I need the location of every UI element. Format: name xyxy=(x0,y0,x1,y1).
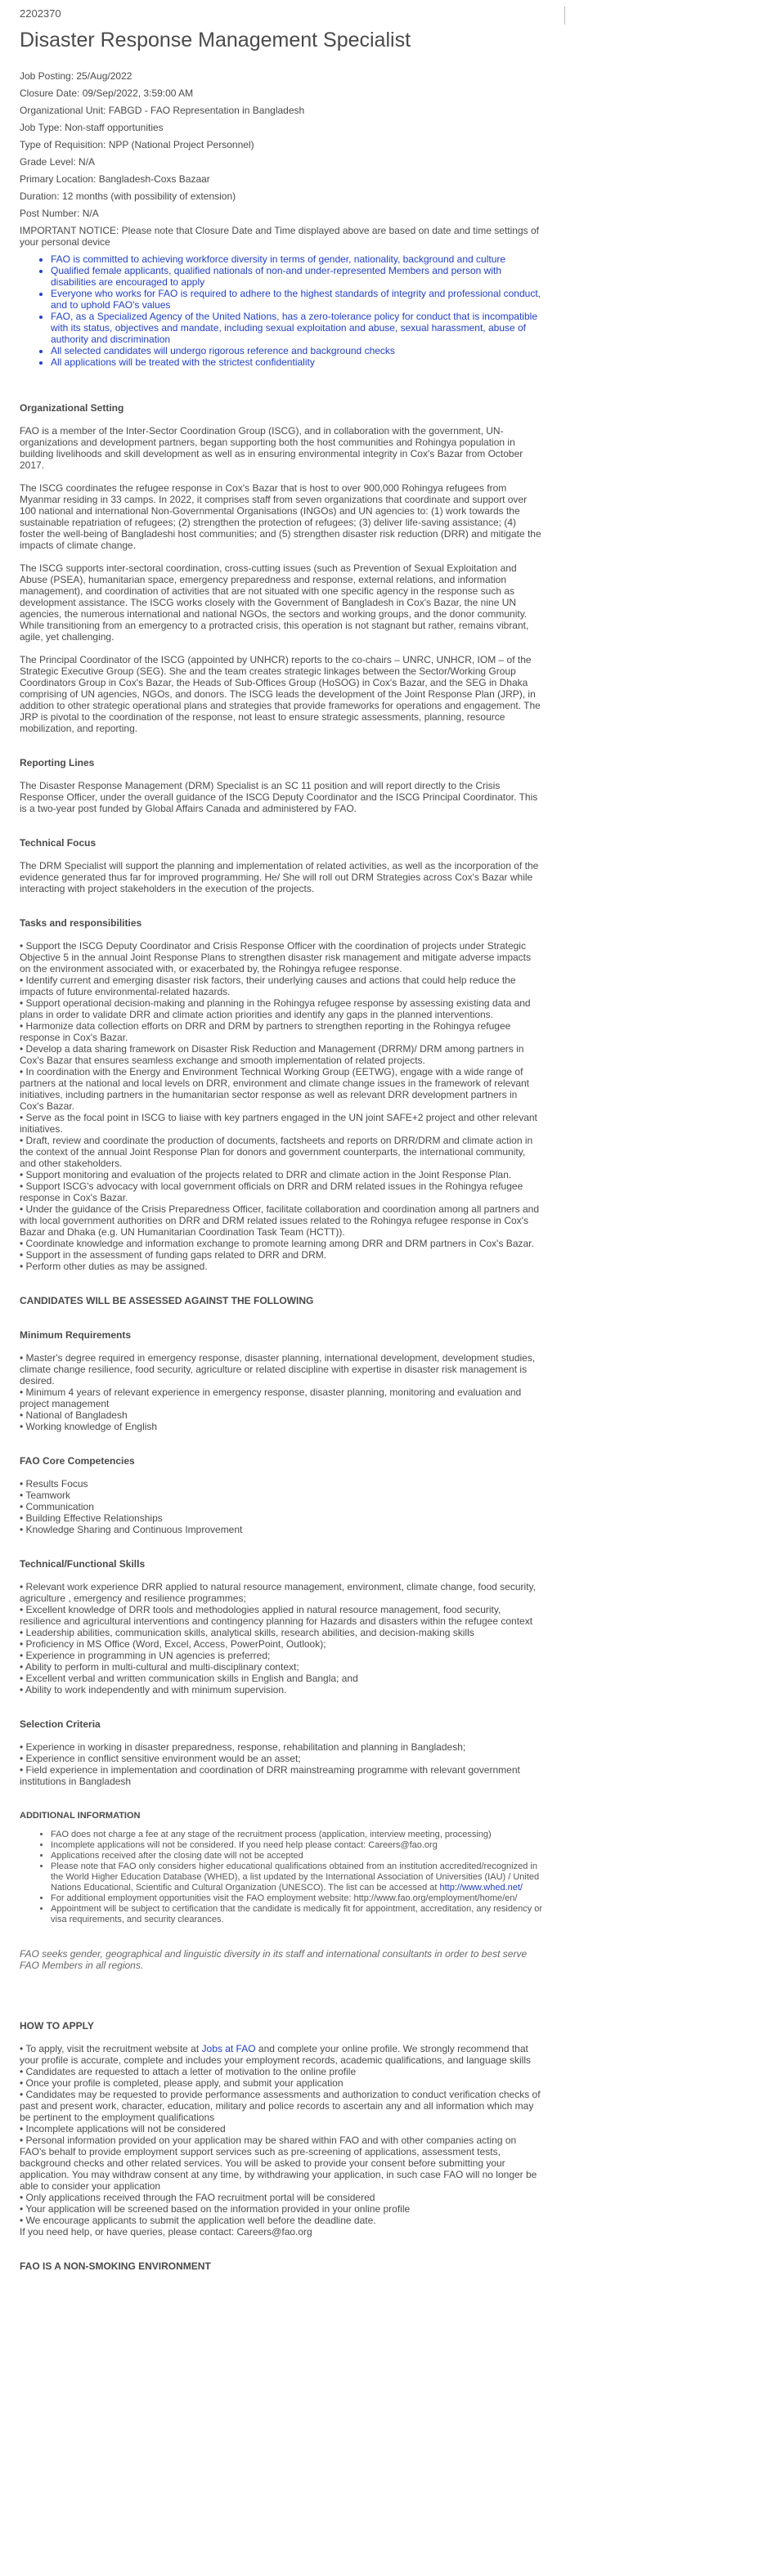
meta-grade-level: Grade Level: N/A xyxy=(20,156,96,168)
apply-line: • Personal information provided on your application may be shared within FAO and with other companies acting on FAO's behalf to provide employment support services such as pre-screening of applications, assessment tests, background checks and other related services. You will be asked to provide your consent before submitting your application. You may withdraw consent at any time, by withdrawing your application, in such case FAO will no longer be able to consider your application xyxy=(20,2135,537,2192)
notice-item: • All selected candidates will undergo rigorous reference and background checks xyxy=(51,345,543,356)
apply-line: • Incomplete applications will not be considered xyxy=(20,2123,226,2135)
apply-intro-before: • To apply, visit the recruitment website at xyxy=(20,2043,202,2054)
additional-info-item: • Incomplete applications will not be considered. If you need help please contact: Careers@fao.org xyxy=(51,1840,543,1851)
competency-item: • Teamwork xyxy=(20,1490,70,1501)
reporting-text: The Disaster Response Management (DRM) Specialist is an SC 11 position and will report directly to the Crisis Response Officer, under the overall guidance of the ISCG Deputy Coordinator and the ISCG Principal Coordinator. This is a two-year post funded by Global Affairs Canada and administered by FAO. xyxy=(20,780,538,814)
jobs-at-fao-link[interactable]: Jobs at FAO xyxy=(201,2043,256,2054)
notice-item: • All applications will be treated with the strictest confidentiality xyxy=(51,356,543,368)
competency-item: • Building Effective Relationships xyxy=(20,1512,163,1524)
additional-info-item: • For additional employment opportunities visit the FAO employment website: http://www.fao.org/employment/home/en/ xyxy=(51,1893,543,1904)
section-heading-assessed: CANDIDATES WILL BE ASSESSED AGAINST THE FOLLOWING xyxy=(20,1295,314,1306)
notice-item: • FAO, as a Specialized Agency of the United Nations, has a zero-tolerance policy for conduct that is incompatible with its status, objectives and mandate, including sexual exploitation and abuse, sexual harassment, abuse of authority and discrimination xyxy=(51,311,543,345)
section-heading-additional-info: ADDITIONAL INFORMATION xyxy=(20,1811,141,1821)
apply-line: • We encourage applicants to submit the application well before the deadline date. xyxy=(20,2215,376,2226)
meta-duration: Duration: 12 months (with possibility of extension) xyxy=(20,190,236,202)
scrollbar-divider xyxy=(564,7,565,25)
additional-info-list xyxy=(20,1830,543,1925)
skill-item: • Excellent knowledge of DRR tools and methodologies applied in natural resource management, food security, resilience and agricultural interventions and contingency planning for Hazards and disasters within the refugee context xyxy=(20,1604,533,1627)
apply-line: • Candidates may be requested to provide performance assessments and authorization to conduct verification checks of past and present work, character, education, military and police records to ascertain any and all information which may be pertinent to the employment qualifications xyxy=(20,2089,541,2123)
meta-requisition-type: Type of Requisition: NPP (National Project Personnel) xyxy=(20,139,254,150)
apply-line: If you need help, or have queries, please contact: Careers@fao.org xyxy=(20,2226,312,2238)
skill-item: • Experience in programming in UN agencies is preferred; xyxy=(20,1650,271,1661)
skill-item: • Relevant work experience DRR applied to natural resource management, environment, climate change, food security, agriculture , emergency and resilience programmes; xyxy=(20,1581,536,1604)
apply-line: • Candidates are requested to attach a letter of motivation to the online profile xyxy=(20,2066,357,2077)
apply-line: • Once your profile is completed, please apply, and submit your application xyxy=(20,2077,344,2089)
apply-intro-after: and complete your online profile. We strongly recommend that your profile is accurate, complete and includes your employment records, academic qualifications, and language skills xyxy=(20,2043,531,2066)
meta-closure-date: Closure Date: 09/Sep/2022, 3:59:00 AM xyxy=(20,87,194,99)
task-item: • Serve as the focal point in ISCG to liaise with key partners engaged in the UN joint SAFE+2 project and other relevant initiatives. xyxy=(20,1112,537,1135)
section-heading-technical-skills: Technical/Functional Skills xyxy=(20,1558,146,1570)
apply-line: • Only applications received through the FAO recruitment portal will be considered xyxy=(20,2192,375,2203)
org-setting-paragraph: FAO is a member of the Inter-Sector Coordination Group (ISCG), and in collaboration with the government, UN-organizations and development partners, began supporting both the host communities and Rohingya population in building livelihoods and skill development as well as in ensuring environmental integrity in Cox's Bazar from October 2017. xyxy=(20,425,523,471)
selection-item: • Experience in working in disaster preparedness, response, rehabilitation and planning in Bangladesh; xyxy=(20,1741,466,1753)
selection-item: • Field experience in implementation and coordination of DRR mainstreaming programme with relevant government institutions in Bangladesh xyxy=(20,1764,520,1787)
competency-item: • Communication xyxy=(20,1501,94,1512)
apply-intro xyxy=(20,2043,543,2066)
notice-item: • Qualified female applicants, qualified nationals of non-and under-represented Members and person with disabilities are encouraged to apply xyxy=(51,265,543,288)
requirement-item: • Master's degree required in emergency response, disaster planning, international development, development studies, climate change resilience, food security, agriculture or related discipline with expertise in disaster risk management is desired. xyxy=(20,1352,536,1387)
whed-text: Please note that FAO only considers higher educational qualifications obtained from an institution accredited/recognized in the World Higher Education Database (WHED), a list updated by the International Association of Universities (IAU) / United Nations Educational, Scientific and Cultural Organization (UNESCO). The list can be accessed at xyxy=(51,1861,540,1893)
skill-item: • Proficiency in MS Office (Word, Excel, Access, PowerPoint, Outlook); xyxy=(20,1638,326,1650)
notice-item: • FAO is committed to achieving workforce diversity in terms of gender, nationality, background and culture xyxy=(51,253,543,265)
page-title: Disaster Response Management Specialist xyxy=(20,29,411,52)
competency-item: • Knowledge Sharing and Continuous Improvement xyxy=(20,1524,243,1535)
meta-posting-date: Job Posting: 25/Aug/2022 xyxy=(20,70,132,82)
org-setting-paragraph: The ISCG supports inter-sectoral coordination, cross-cutting issues (such as Prevention of Sexual Exploitation and Abuse (PSEA), humanitarian space, emergency preparedness and response, external relations, and information management), and coordination of activities that are not situated with one specific agency in the response such as development assistance. The ISCG works closely with the Government of Bangladesh in Cox's Bazar, the nine UN agencies, the numerous international and national NGOs, the sectors and working groups, and the donor community. While transitioning from an emergency to a protracted crisis, this operation is not stagnant but rather, remains vibrant, agile, yet challenging. xyxy=(20,562,529,643)
apply-line: • Your application will be screened based on the information provided in your online profile xyxy=(20,2203,411,2215)
task-item: • Support monitoring and evaluation of the projects related to DRR and climate action in the Joint Response Plan. xyxy=(20,1169,512,1180)
section-heading-technical-focus: Technical Focus xyxy=(20,837,97,849)
job-posting xyxy=(20,8,543,2272)
task-item: • Under the guidance of the Crisis Preparedness Officer, facilitate collaboration and coordination among all partners and with local government authorities on DRR and DRM related issues related to the Rohingya refugee response in Cox's Bazar and Dhaka (e.g. UN Humanitarian Coordination Task Team (HCTT)). xyxy=(20,1203,540,1238)
job-id: 2202370 xyxy=(20,7,61,20)
requirement-item: • National of Bangladesh xyxy=(20,1409,128,1421)
competency-item: • Results Focus xyxy=(20,1478,88,1490)
meta-org-unit: Organizational Unit: FABGD - FAO Representation in Bangladesh xyxy=(20,105,305,116)
task-item: • Harmonize data collection efforts on DRR and DRM by partners to strengthen reporting in the Rohingya refugee response in Cox's Bazar. xyxy=(20,1020,511,1043)
meta-job-type: Job Type: Non-staff opportunities xyxy=(20,122,164,133)
task-item: • Perform other duties as may be assigned. xyxy=(20,1261,208,1272)
task-item: • Identify current and emerging disaster risk factors, their underlying causes and actions that could help reduce the impacts of future environmental-related hazards. xyxy=(20,974,516,997)
skill-item: • Excellent verbal and written communication skills in English and Bangla; and xyxy=(20,1673,358,1684)
whed-link[interactable]: http://www.whed.net/ xyxy=(439,1883,523,1893)
task-item: • Support ISCG's advocacy with local government officials on DRR and DRM related issues in the Rohingya refugee response in Cox's Bazar. xyxy=(20,1180,523,1203)
meta-primary-location: Primary Location: Bangladesh-Coxs Bazaar xyxy=(20,173,210,185)
section-heading-how-to-apply: HOW TO APPLY xyxy=(20,2020,94,2032)
additional-info-item: • Appointment will be subject to certification that the candidate is medically fit for appointment, accreditation, any residency or visa requirements, and security clearances. xyxy=(51,1904,543,1925)
additional-info-item xyxy=(51,1861,543,1893)
section-heading-core-competencies: FAO Core Competencies xyxy=(20,1455,135,1467)
additional-info-item: • Applications received after the closing date will not be accepted xyxy=(51,1851,543,1861)
meta-important-notice: IMPORTANT NOTICE: Please note that Closure Date and Time displayed above are based on date and time settings of your personal device xyxy=(20,225,539,248)
additional-info-item: • FAO does not charge a fee at any stage of the recruitment process (application, interview meeting, processing) xyxy=(51,1830,543,1840)
task-item: • Coordinate knowledge and information exchange to promote learning among DRR and DRM partners in Cox's Bazar. xyxy=(20,1238,534,1249)
skill-item: • Ability to work independently and with minimum supervision. xyxy=(20,1684,287,1696)
tasks-list xyxy=(20,940,543,1272)
requirement-item: • Working knowledge of English xyxy=(20,1421,158,1432)
notice-item: • Everyone who works for FAO is required to adhere to the highest standards of integrity and professional conduct, and to uphold FAO's values xyxy=(51,288,543,311)
org-setting-paragraph: The ISCG coordinates the refugee response in Cox's Bazar that is host to over 900,000 Rohingya refugees from Myanmar residing in 33 camps. In 2022, it comprises staff from seven organizations that coordinate and support over 100 national and international Non-Governmental Organisations (INGOs) and UN agencies to: (1) work towards the sustainable repatriation of refugees; (2) strengthen the protection of refugees; (3) deliver life-saving assistance; (4) foster the well-being of Bangladeshi host communities; and (5) strengthen disaster risk reduction (DRR) and mitigate the impacts of climate change. xyxy=(20,482,541,551)
section-heading-min-requirements: Minimum Requirements xyxy=(20,1329,132,1341)
skill-item: • Leadership abilities, communication skills, analytical skills, research abilities, and decision-making skills xyxy=(20,1627,474,1638)
task-item: • Support in the assessment of funding gaps related to DRR and DRM. xyxy=(20,1249,327,1261)
section-heading-org-setting: Organizational Setting xyxy=(20,402,124,414)
task-item: • Develop a data sharing framework on Disaster Risk Reduction and Management (DRRM)/ DRM among partners in Cox's Bazar that ensures seamless exchange and smooth implementation of related projects. xyxy=(20,1043,524,1066)
org-setting-paragraph: The Principal Coordinator of the ISCG (appointed by UNHCR) reports to the co-chairs – UNRC, UNHCR, IOM – of the Strategic Executive Group (SEG). She and the team creates strategic linkages between the Sector/Working Group Coordinators Group in Cox's Bazar, the Heads of Sub-Offices Group (HoSOG) in Cox's Bazar, and the SEG in Dhaka comprising of UN agencies, NGOs, and donors. The ISCG leads the development of the Joint Response Plan (JRP), in addition to other strategic operational plans and strategies that provide frameworks for operations and engagement. The JRP is pivotal to the coordination of the response, not least to ensure strategic assessments, planning, resource mobilization, and reporting. xyxy=(20,654,541,734)
section-heading-reporting: Reporting Lines xyxy=(20,757,95,768)
selection-item: • Experience in conflict sensitive environment would be an asset; xyxy=(20,1753,301,1764)
task-item: • In coordination with the Energy and Environment Technical Working Group (EETWG), engage with a wide range of partners at the national and local levels on DRR, environment and climate change issues in the framework of relevant initiatives, including partners in the humanitarian sector response as well as relevant DRR development partners in Cox's Bazar. xyxy=(20,1066,529,1112)
requirement-item: • Minimum 4 years of relevant experience in emergency response, disaster planning, monitoring and evaluation and project management xyxy=(20,1387,522,1409)
job-meta xyxy=(20,70,543,248)
skill-item: • Ability to perform in multi-cultural and multi-disciplinary context; xyxy=(20,1661,299,1673)
non-smoking-notice: FAO IS A NON-SMOKING ENVIRONMENT xyxy=(20,2260,211,2272)
technical-focus-text: The DRM Specialist will support the planning and implementation of related activities, as well as the incorporation of the evidence generated thus far for improved programming. He/ She will roll out DRM Strategies across Cox's Bazar while interacting with project stakeholders in the execution of the projects. xyxy=(20,860,539,894)
section-heading-selection-criteria: Selection Criteria xyxy=(20,1718,101,1730)
meta-post-number: Post Number: N/A xyxy=(20,208,99,219)
task-item: • Draft, review and coordinate the production of documents, factsheets and reports on DRR/DRM and climate action in the context of the annual Joint Response Plan for donors and government counterparts, the international community, and other stakeholders. xyxy=(20,1135,533,1169)
task-item: • Support the ISCG Deputy Coordinator and Crisis Response Officer with the coordination of projects under Strategic Objective 5 in the annual Joint Response Plans to strengthen disaster risk management and mitigate adverse impacts on the environment associated with, or exacerbated by, the Rohingya refugee response. xyxy=(20,940,532,974)
section-heading-tasks: Tasks and responsibilities xyxy=(20,917,142,929)
diversity-footnote: FAO seeks gender, geographical and linguistic diversity in its staff and international consultants in order to best serve FAO Members in all regions. xyxy=(20,1948,528,1971)
task-item: • Support operational decision-making and planning in the Rohingya refugee response by assessing existing data and plans in order to validate DRR and climate action priorities and identify any gaps in the planned interventions. xyxy=(20,997,531,1020)
notice-list xyxy=(20,253,543,368)
